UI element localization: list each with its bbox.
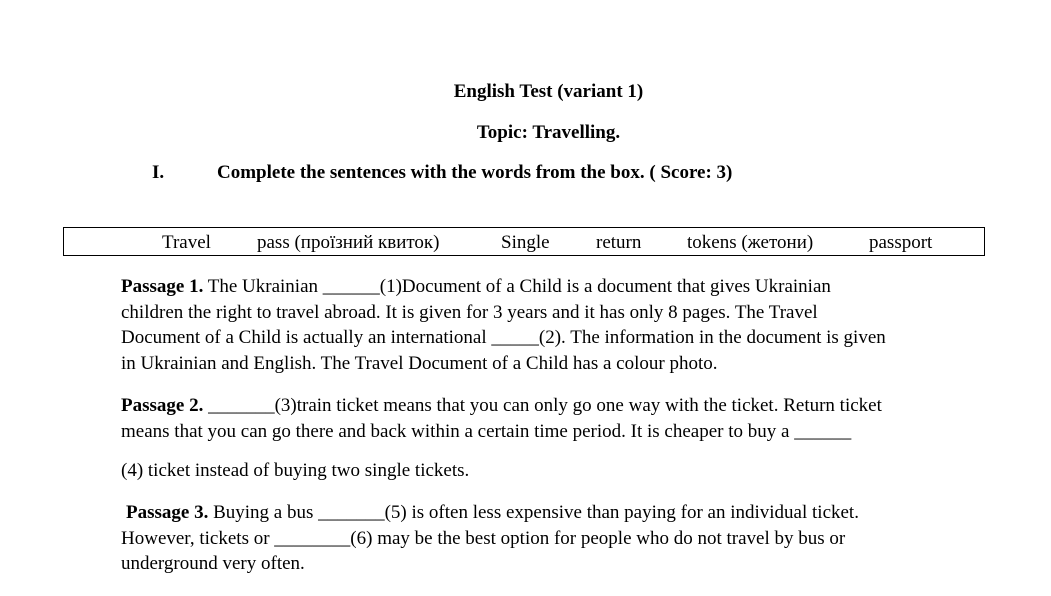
word-box-item: tokens (жетони) [687,232,814,253]
passage-line: underground very often. [121,553,305,574]
word-box-item: pass (проїзний квиток) [257,232,440,253]
passage-line: However, tickets or ________(6) may be the best option for people who do not travel by bus or [121,527,846,549]
passage-line: Passage 2. _______(3)train ticket means that you can only go one way with the ticket. Return ticket [121,395,882,416]
passage-3 [121,500,996,577]
passage-2-continuation [121,458,991,484]
passage-2 [121,393,991,444]
passage-line: Passage 1. The Ukrainian ______(1)Document of a Child is a document that gives Ukrainian [121,276,831,297]
passage-line: Passage 3. Buying a bus _______(5) is often less expensive than paying for an individual ticket. [126,502,859,523]
task-instruction: Complete the sentences with the words from the box. ( Score: 3) [217,162,733,183]
passage-line: means that you can go there and back within a certain time period. It is cheaper to buy a ______ [121,420,852,442]
test-topic: Topic: Travelling. [476,122,621,143]
word-box-item: Travel [162,232,211,253]
passage-line: Document of a Child is actually an international _____(2). The information in the document is given [121,327,886,348]
word-box-item: return [596,232,642,253]
passage-label: Passage 2. [121,395,204,416]
passage-label: Passage 1. [121,276,204,297]
passage-line: children the right to travel abroad. It is given for 3 years and it has only 8 pages. The Travel [121,301,818,323]
word-box [63,227,985,256]
task-number: I. [152,162,165,183]
test-title: English Test (variant 1) [453,81,644,102]
passage-1 [121,274,991,376]
passage-line: in Ukrainian and English. The Travel Document of a Child has a colour photo. [121,352,718,374]
word-box-item: passport [869,232,933,253]
passage-label: Passage 3. [126,502,209,523]
passage-line: (4) ticket instead of buying two single tickets. [121,460,470,481]
word-box-item: Single [501,232,550,253]
